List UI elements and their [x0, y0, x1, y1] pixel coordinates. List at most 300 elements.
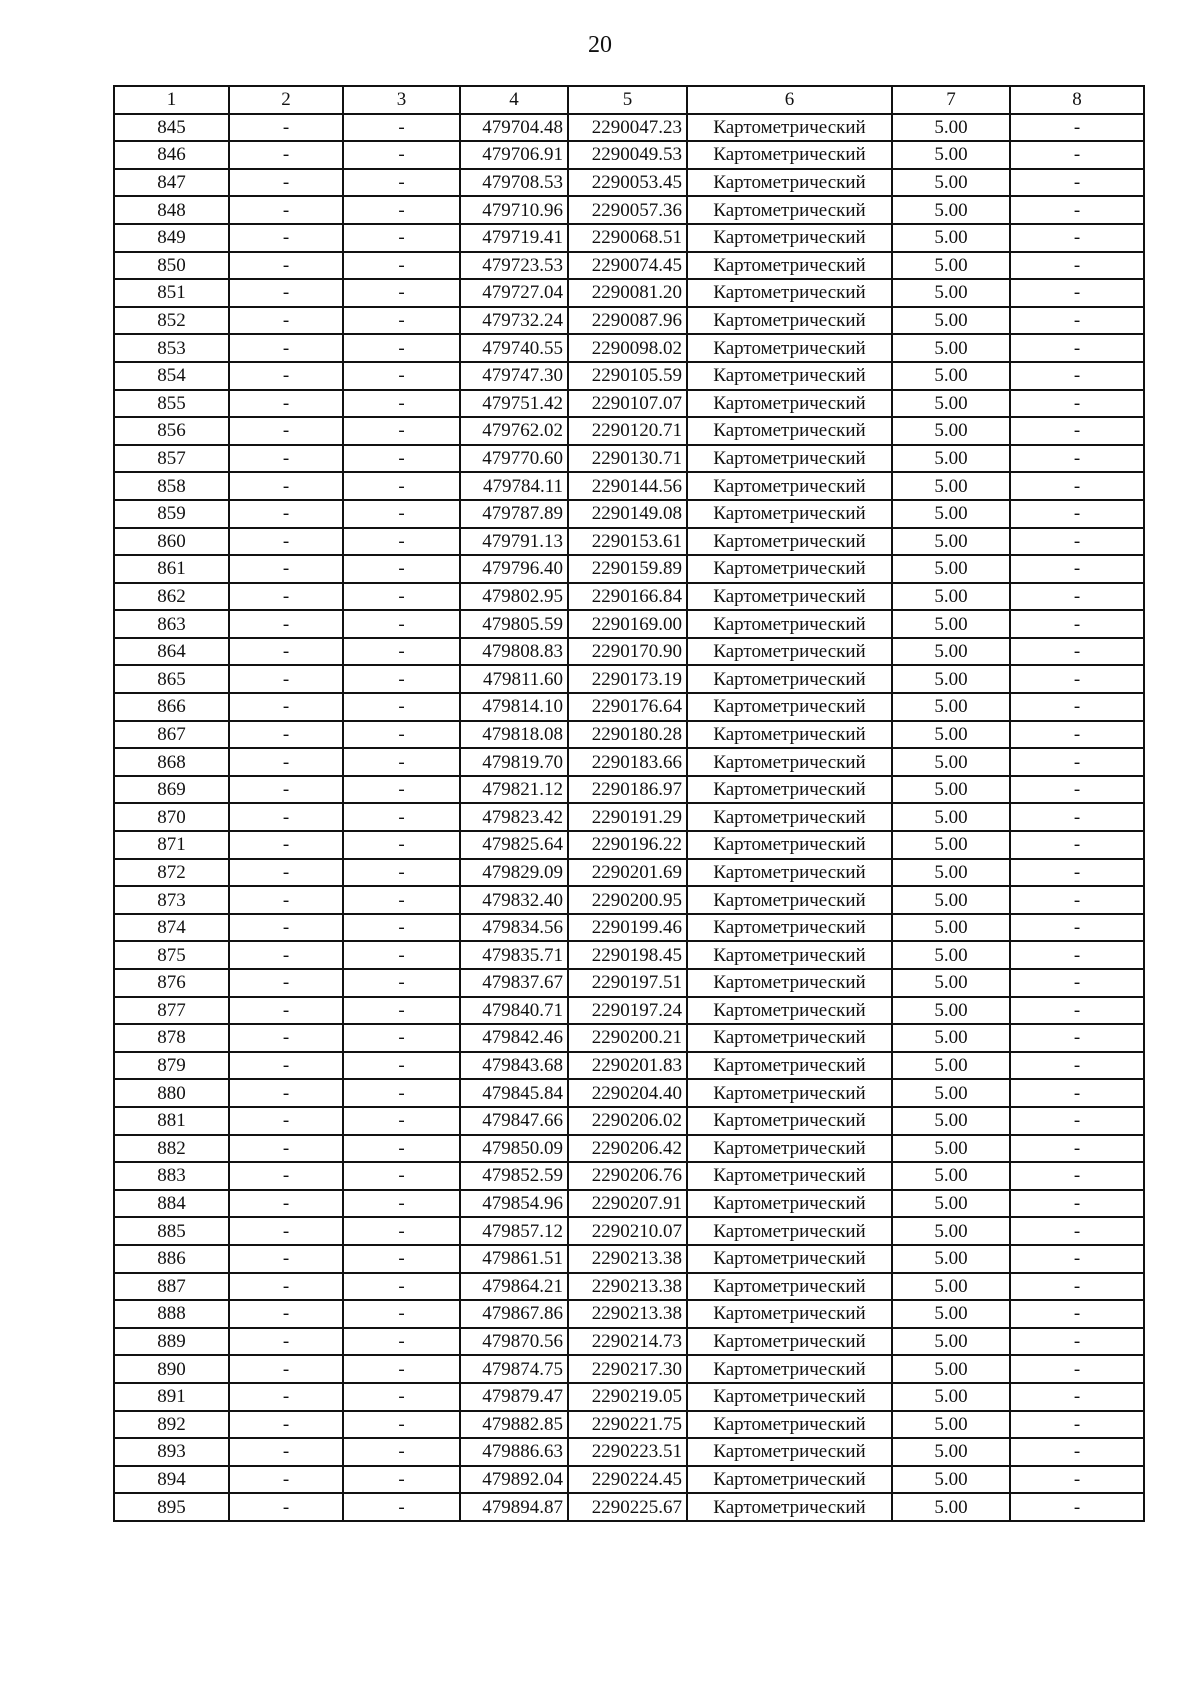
point-number-cell: 880 [114, 1079, 229, 1107]
header-row [114, 86, 1144, 114]
col2-cell: - [229, 417, 343, 445]
point-number-cell: 879 [114, 1052, 229, 1080]
point-number-cell: 868 [114, 748, 229, 776]
x-coordinate-cell: 479823.42 [460, 803, 568, 831]
table-row [114, 1079, 1144, 1107]
point-number-cell: 853 [114, 334, 229, 362]
col2-cell: - [229, 776, 343, 804]
y-coordinate-cell: 2290159.89 [568, 555, 687, 583]
x-coordinate-cell: 479805.59 [460, 610, 568, 638]
x-coordinate-cell: 479834.56 [460, 914, 568, 942]
point-number-cell: 863 [114, 610, 229, 638]
accuracy-cell: 5.00 [892, 1355, 1010, 1383]
col8-cell: - [1010, 1190, 1144, 1218]
accuracy-cell: 5.00 [892, 665, 1010, 693]
y-coordinate-cell: 2290206.42 [568, 1135, 687, 1163]
table-row [114, 1217, 1144, 1245]
col8-cell: - [1010, 1052, 1144, 1080]
col2-cell: - [229, 362, 343, 390]
y-coordinate-cell: 2290166.84 [568, 583, 687, 611]
method-cell: Картометрический [687, 1162, 892, 1190]
y-coordinate-cell: 2290068.51 [568, 224, 687, 252]
accuracy-cell: 5.00 [892, 1217, 1010, 1245]
point-number-cell: 846 [114, 141, 229, 169]
point-number-cell: 854 [114, 362, 229, 390]
y-coordinate-cell: 2290081.20 [568, 279, 687, 307]
col2-cell: - [229, 169, 343, 197]
point-number-cell: 857 [114, 445, 229, 473]
point-number-cell: 885 [114, 1217, 229, 1245]
table-row [114, 693, 1144, 721]
point-number-cell: 891 [114, 1383, 229, 1411]
x-coordinate-cell: 479854.96 [460, 1190, 568, 1218]
y-coordinate-cell: 2290183.66 [568, 748, 687, 776]
table-row [114, 1273, 1144, 1301]
method-cell: Картометрический [687, 141, 892, 169]
point-number-cell: 861 [114, 555, 229, 583]
col2-cell: - [229, 886, 343, 914]
point-number-cell: 874 [114, 914, 229, 942]
y-coordinate-cell: 2290217.30 [568, 1355, 687, 1383]
y-coordinate-cell: 2290173.19 [568, 665, 687, 693]
col2-cell: - [229, 1135, 343, 1163]
point-number-cell: 892 [114, 1411, 229, 1439]
col3-cell: - [343, 721, 460, 749]
method-cell: Картометрический [687, 610, 892, 638]
method-cell: Картометрический [687, 1245, 892, 1273]
accuracy-cell: 5.00 [892, 997, 1010, 1025]
table-row [114, 610, 1144, 638]
table-row [114, 1135, 1144, 1163]
table-row [114, 252, 1144, 280]
method-cell: Картометрический [687, 1052, 892, 1080]
col8-cell: - [1010, 141, 1144, 169]
point-number-cell: 882 [114, 1135, 229, 1163]
y-coordinate-cell: 2290214.73 [568, 1328, 687, 1356]
col3-cell: - [343, 1273, 460, 1301]
method-cell: Картометрический [687, 941, 892, 969]
x-coordinate-cell: 479802.95 [460, 583, 568, 611]
method-cell: Картометрический [687, 445, 892, 473]
accuracy-cell: 5.00 [892, 528, 1010, 556]
accuracy-cell: 5.00 [892, 721, 1010, 749]
method-cell: Картометрический [687, 252, 892, 280]
table-row [114, 224, 1144, 252]
method-cell: Картометрический [687, 1355, 892, 1383]
col2-cell: - [229, 141, 343, 169]
col8-cell: - [1010, 1493, 1144, 1521]
y-coordinate-cell: 2290224.45 [568, 1466, 687, 1494]
table-row [114, 721, 1144, 749]
point-number-cell: 877 [114, 997, 229, 1025]
method-cell: Картометрический [687, 1079, 892, 1107]
column-header-4: 4 [460, 86, 568, 114]
accuracy-cell: 5.00 [892, 169, 1010, 197]
col2-cell: - [229, 1273, 343, 1301]
col3-cell: - [343, 472, 460, 500]
x-coordinate-cell: 479857.12 [460, 1217, 568, 1245]
point-number-cell: 895 [114, 1493, 229, 1521]
x-coordinate-cell: 479864.21 [460, 1273, 568, 1301]
col3-cell: - [343, 196, 460, 224]
col8-cell: - [1010, 776, 1144, 804]
x-coordinate-cell: 479708.53 [460, 169, 568, 197]
method-cell: Картометрический [687, 1190, 892, 1218]
accuracy-cell: 5.00 [892, 114, 1010, 142]
table-row [114, 472, 1144, 500]
x-coordinate-cell: 479751.42 [460, 390, 568, 418]
x-coordinate-cell: 479832.40 [460, 886, 568, 914]
x-coordinate-cell: 479719.41 [460, 224, 568, 252]
y-coordinate-cell: 2290219.05 [568, 1383, 687, 1411]
method-cell: Картометрический [687, 417, 892, 445]
y-coordinate-cell: 2290130.71 [568, 445, 687, 473]
col8-cell: - [1010, 859, 1144, 887]
point-number-cell: 894 [114, 1466, 229, 1494]
col8-cell: - [1010, 914, 1144, 942]
col8-cell: - [1010, 748, 1144, 776]
x-coordinate-cell: 479770.60 [460, 445, 568, 473]
col3-cell: - [343, 610, 460, 638]
table-row [114, 1300, 1144, 1328]
x-coordinate-cell: 479710.96 [460, 196, 568, 224]
col3-cell: - [343, 1217, 460, 1245]
col2-cell: - [229, 500, 343, 528]
col8-cell: - [1010, 362, 1144, 390]
y-coordinate-cell: 2290180.28 [568, 721, 687, 749]
column-header-7: 7 [892, 86, 1010, 114]
table-row [114, 859, 1144, 887]
col2-cell: - [229, 1383, 343, 1411]
method-cell: Картометрический [687, 307, 892, 335]
accuracy-cell: 5.00 [892, 555, 1010, 583]
x-coordinate-cell: 479840.71 [460, 997, 568, 1025]
table-row [114, 776, 1144, 804]
col2-cell: - [229, 1052, 343, 1080]
point-number-cell: 867 [114, 721, 229, 749]
point-number-cell: 887 [114, 1273, 229, 1301]
col8-cell: - [1010, 307, 1144, 335]
col2-cell: - [229, 1245, 343, 1273]
point-number-cell: 871 [114, 831, 229, 859]
method-cell: Картометрический [687, 693, 892, 721]
col3-cell: - [343, 583, 460, 611]
accuracy-cell: 5.00 [892, 776, 1010, 804]
col3-cell: - [343, 1466, 460, 1494]
table-row [114, 914, 1144, 942]
col3-cell: - [343, 1300, 460, 1328]
table-row [114, 114, 1144, 142]
x-coordinate-cell: 479704.48 [460, 114, 568, 142]
x-coordinate-cell: 479847.66 [460, 1107, 568, 1135]
y-coordinate-cell: 2290186.97 [568, 776, 687, 804]
y-coordinate-cell: 2290225.67 [568, 1493, 687, 1521]
method-cell: Картометрический [687, 583, 892, 611]
col8-cell: - [1010, 472, 1144, 500]
x-coordinate-cell: 479894.87 [460, 1493, 568, 1521]
col8-cell: - [1010, 1411, 1144, 1439]
table-row [114, 196, 1144, 224]
col3-cell: - [343, 252, 460, 280]
table-row [114, 638, 1144, 666]
y-coordinate-cell: 2290087.96 [568, 307, 687, 335]
method-cell: Картометрический [687, 1135, 892, 1163]
y-coordinate-cell: 2290213.38 [568, 1273, 687, 1301]
col3-cell: - [343, 914, 460, 942]
col8-cell: - [1010, 638, 1144, 666]
accuracy-cell: 5.00 [892, 1190, 1010, 1218]
x-coordinate-cell: 479814.10 [460, 693, 568, 721]
x-coordinate-cell: 479829.09 [460, 859, 568, 887]
point-number-cell: 852 [114, 307, 229, 335]
table-header [114, 86, 1144, 114]
col3-cell: - [343, 1355, 460, 1383]
col8-cell: - [1010, 417, 1144, 445]
col3-cell: - [343, 969, 460, 997]
accuracy-cell: 5.00 [892, 1383, 1010, 1411]
y-coordinate-cell: 2290204.40 [568, 1079, 687, 1107]
table-row [114, 831, 1144, 859]
accuracy-cell: 5.00 [892, 196, 1010, 224]
col8-cell: - [1010, 169, 1144, 197]
accuracy-cell: 5.00 [892, 803, 1010, 831]
method-cell: Картометрический [687, 803, 892, 831]
y-coordinate-cell: 2290201.69 [568, 859, 687, 887]
method-cell: Картометрический [687, 555, 892, 583]
method-cell: Картометрический [687, 528, 892, 556]
accuracy-cell: 5.00 [892, 1135, 1010, 1163]
x-coordinate-cell: 479852.59 [460, 1162, 568, 1190]
column-header-2: 2 [229, 86, 343, 114]
col3-cell: - [343, 1328, 460, 1356]
table-row [114, 362, 1144, 390]
method-cell: Картометрический [687, 859, 892, 887]
point-number-cell: 889 [114, 1328, 229, 1356]
col3-cell: - [343, 1190, 460, 1218]
y-coordinate-cell: 2290053.45 [568, 169, 687, 197]
col8-cell: - [1010, 1107, 1144, 1135]
col8-cell: - [1010, 831, 1144, 859]
col3-cell: - [343, 169, 460, 197]
col2-cell: - [229, 1438, 343, 1466]
point-number-cell: 855 [114, 390, 229, 418]
y-coordinate-cell: 2290191.29 [568, 803, 687, 831]
y-coordinate-cell: 2290200.95 [568, 886, 687, 914]
col3-cell: - [343, 1438, 460, 1466]
col3-cell: - [343, 500, 460, 528]
col8-cell: - [1010, 1300, 1144, 1328]
col2-cell: - [229, 610, 343, 638]
accuracy-cell: 5.00 [892, 417, 1010, 445]
col8-cell: - [1010, 1135, 1144, 1163]
table-row [114, 941, 1144, 969]
col2-cell: - [229, 1466, 343, 1494]
x-coordinate-cell: 479762.02 [460, 417, 568, 445]
col8-cell: - [1010, 583, 1144, 611]
point-number-cell: 865 [114, 665, 229, 693]
point-number-cell: 893 [114, 1438, 229, 1466]
col2-cell: - [229, 1107, 343, 1135]
y-coordinate-cell: 2290210.07 [568, 1217, 687, 1245]
col3-cell: - [343, 1107, 460, 1135]
col2-cell: - [229, 472, 343, 500]
table-row [114, 334, 1144, 362]
col8-cell: - [1010, 886, 1144, 914]
col2-cell: - [229, 114, 343, 142]
col2-cell: - [229, 307, 343, 335]
point-number-cell: 864 [114, 638, 229, 666]
table-body [114, 114, 1144, 1521]
point-number-cell: 847 [114, 169, 229, 197]
point-number-cell: 869 [114, 776, 229, 804]
table-row [114, 665, 1144, 693]
method-cell: Картометрический [687, 114, 892, 142]
col2-cell: - [229, 445, 343, 473]
x-coordinate-cell: 479723.53 [460, 252, 568, 280]
col8-cell: - [1010, 1024, 1144, 1052]
x-coordinate-cell: 479825.64 [460, 831, 568, 859]
col8-cell: - [1010, 114, 1144, 142]
y-coordinate-cell: 2290107.07 [568, 390, 687, 418]
method-cell: Картометрический [687, 969, 892, 997]
col3-cell: - [343, 445, 460, 473]
x-coordinate-cell: 479811.60 [460, 665, 568, 693]
col3-cell: - [343, 1052, 460, 1080]
method-cell: Картометрический [687, 224, 892, 252]
point-number-cell: 890 [114, 1355, 229, 1383]
column-header-8: 8 [1010, 86, 1144, 114]
y-coordinate-cell: 2290120.71 [568, 417, 687, 445]
x-coordinate-cell: 479850.09 [460, 1135, 568, 1163]
point-number-cell: 866 [114, 693, 229, 721]
col8-cell: - [1010, 390, 1144, 418]
table-row [114, 1107, 1144, 1135]
col3-cell: - [343, 141, 460, 169]
x-coordinate-cell: 479892.04 [460, 1466, 568, 1494]
x-coordinate-cell: 479727.04 [460, 279, 568, 307]
point-number-cell: 884 [114, 1190, 229, 1218]
col8-cell: - [1010, 224, 1144, 252]
accuracy-cell: 5.00 [892, 224, 1010, 252]
col8-cell: - [1010, 528, 1144, 556]
table-row [114, 500, 1144, 528]
col3-cell: - [343, 1245, 460, 1273]
table-row [114, 748, 1144, 776]
point-number-cell: 888 [114, 1300, 229, 1328]
col3-cell: - [343, 886, 460, 914]
x-coordinate-cell: 479784.11 [460, 472, 568, 500]
accuracy-cell: 5.00 [892, 1107, 1010, 1135]
col2-cell: - [229, 1190, 343, 1218]
accuracy-cell: 5.00 [892, 362, 1010, 390]
accuracy-cell: 5.00 [892, 334, 1010, 362]
col8-cell: - [1010, 279, 1144, 307]
x-coordinate-cell: 479706.91 [460, 141, 568, 169]
y-coordinate-cell: 2290153.61 [568, 528, 687, 556]
y-coordinate-cell: 2290057.36 [568, 196, 687, 224]
point-number-cell: 875 [114, 941, 229, 969]
point-number-cell: 856 [114, 417, 229, 445]
col8-cell: - [1010, 1355, 1144, 1383]
method-cell: Картометрический [687, 1466, 892, 1494]
col3-cell: - [343, 528, 460, 556]
accuracy-cell: 5.00 [892, 859, 1010, 887]
point-number-cell: 872 [114, 859, 229, 887]
method-cell: Картометрический [687, 665, 892, 693]
table-row [114, 886, 1144, 914]
accuracy-cell: 5.00 [892, 279, 1010, 307]
col8-cell: - [1010, 665, 1144, 693]
accuracy-cell: 5.00 [892, 445, 1010, 473]
x-coordinate-cell: 479861.51 [460, 1245, 568, 1273]
table-row [114, 1411, 1144, 1439]
col2-cell: - [229, 279, 343, 307]
accuracy-cell: 5.00 [892, 1300, 1010, 1328]
x-coordinate-cell: 479867.86 [460, 1300, 568, 1328]
accuracy-cell: 5.00 [892, 610, 1010, 638]
col2-cell: - [229, 1162, 343, 1190]
table-row [114, 803, 1144, 831]
point-number-cell: 860 [114, 528, 229, 556]
method-cell: Картометрический [687, 638, 892, 666]
accuracy-cell: 5.00 [892, 1328, 1010, 1356]
col8-cell: - [1010, 1328, 1144, 1356]
accuracy-cell: 5.00 [892, 941, 1010, 969]
col2-cell: - [229, 1079, 343, 1107]
col2-cell: - [229, 914, 343, 942]
col3-cell: - [343, 224, 460, 252]
col8-cell: - [1010, 1245, 1144, 1273]
col3-cell: - [343, 803, 460, 831]
col2-cell: - [229, 665, 343, 693]
col3-cell: - [343, 1411, 460, 1439]
x-coordinate-cell: 479842.46 [460, 1024, 568, 1052]
method-cell: Картометрический [687, 1411, 892, 1439]
col8-cell: - [1010, 1079, 1144, 1107]
x-coordinate-cell: 479747.30 [460, 362, 568, 390]
col2-cell: - [229, 1300, 343, 1328]
col2-cell: - [229, 1411, 343, 1439]
method-cell: Картометрический [687, 831, 892, 859]
col3-cell: - [343, 693, 460, 721]
col2-cell: - [229, 941, 343, 969]
table-row [114, 1245, 1144, 1273]
table-row [114, 1466, 1144, 1494]
table-row [114, 169, 1144, 197]
x-coordinate-cell: 479845.84 [460, 1079, 568, 1107]
col8-cell: - [1010, 721, 1144, 749]
y-coordinate-cell: 2290221.75 [568, 1411, 687, 1439]
point-number-cell: 848 [114, 196, 229, 224]
table-row [114, 1052, 1144, 1080]
col3-cell: - [343, 748, 460, 776]
table-row [114, 141, 1144, 169]
col8-cell: - [1010, 1466, 1144, 1494]
y-coordinate-cell: 2290198.45 [568, 941, 687, 969]
x-coordinate-cell: 479787.89 [460, 500, 568, 528]
method-cell: Картометрический [687, 1273, 892, 1301]
table-row [114, 279, 1144, 307]
col8-cell: - [1010, 500, 1144, 528]
accuracy-cell: 5.00 [892, 1079, 1010, 1107]
col8-cell: - [1010, 196, 1144, 224]
method-cell: Картометрический [687, 1300, 892, 1328]
col3-cell: - [343, 941, 460, 969]
col3-cell: - [343, 1162, 460, 1190]
method-cell: Картометрический [687, 390, 892, 418]
col2-cell: - [229, 721, 343, 749]
col3-cell: - [343, 114, 460, 142]
